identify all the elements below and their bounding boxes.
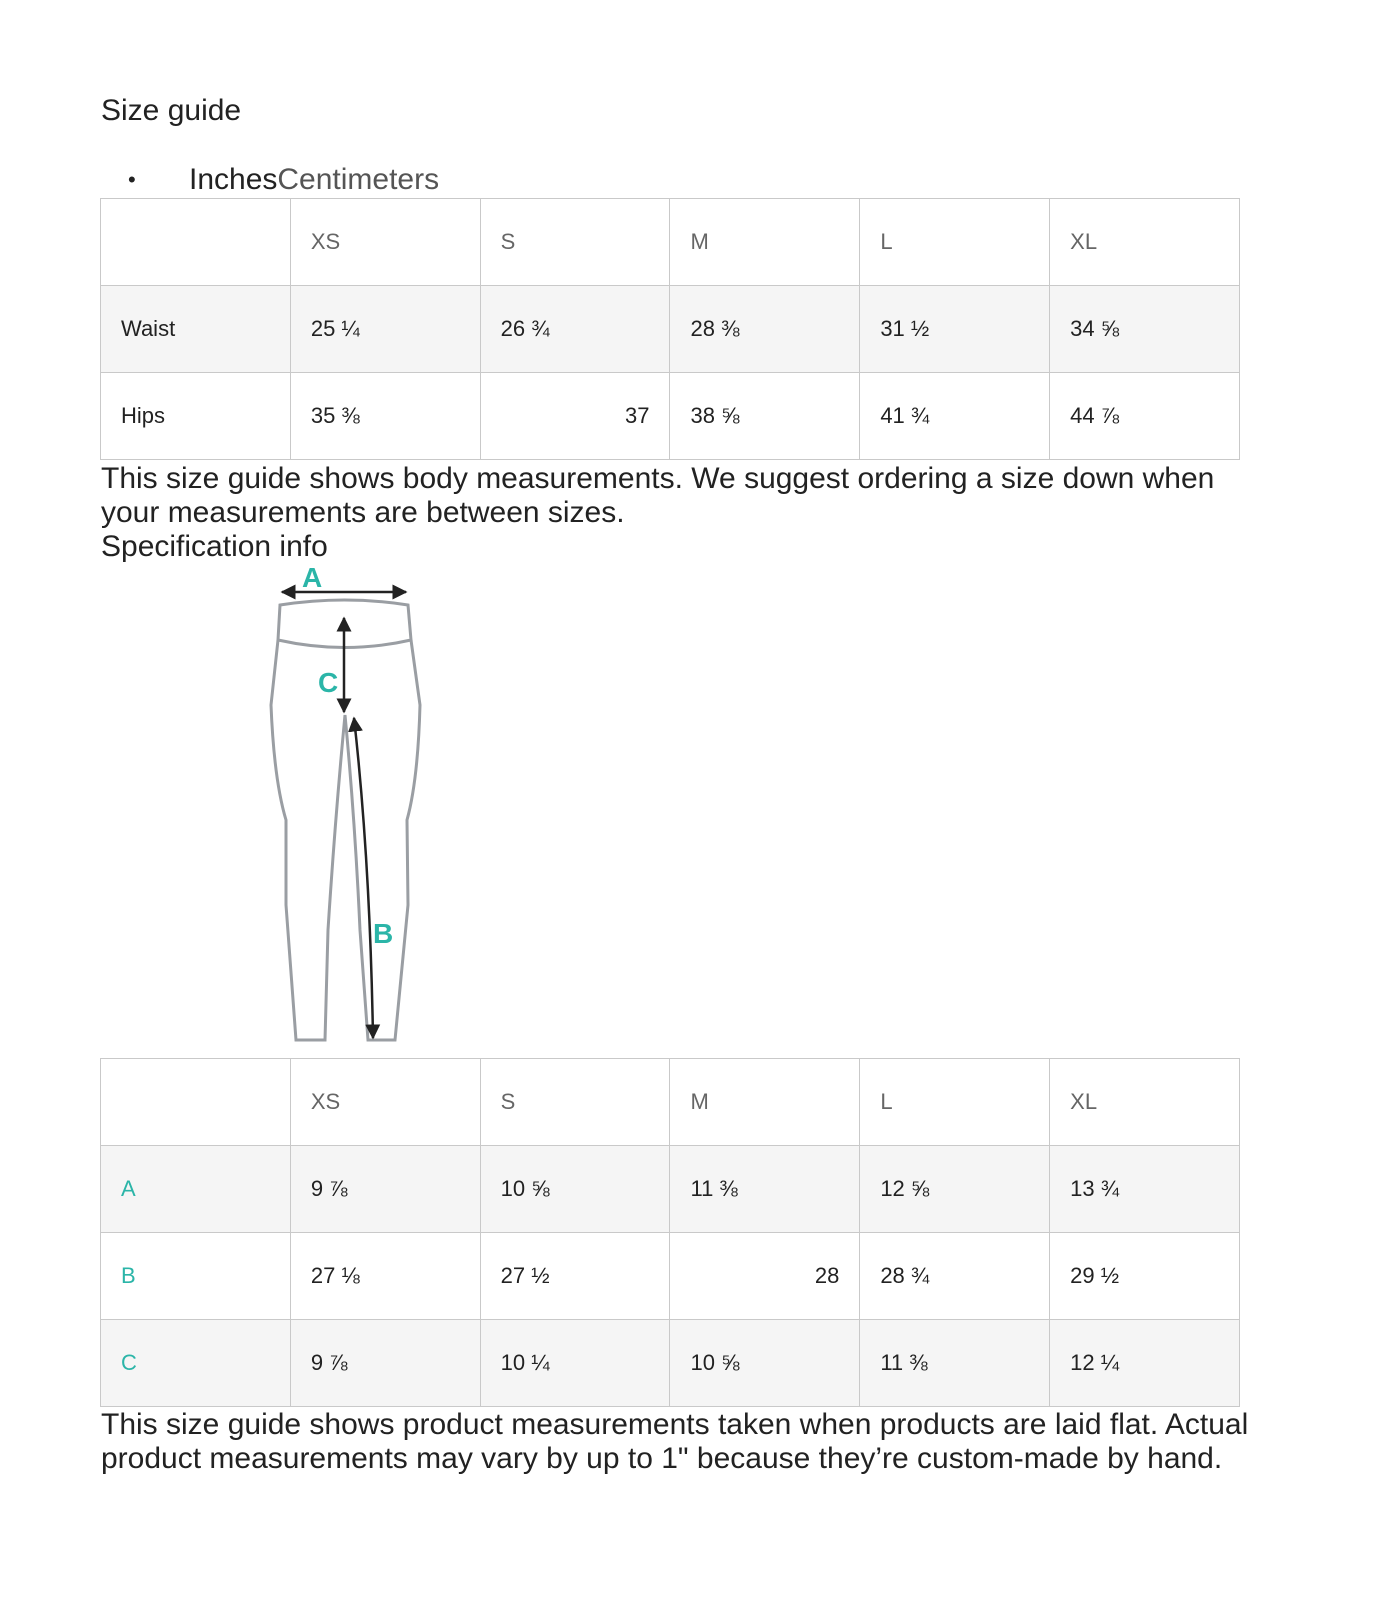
table-cell: 26 ¾ [480, 286, 670, 373]
header-cell-empty [101, 199, 291, 286]
table-cell: 31 ½ [860, 286, 1050, 373]
leggings-outline [271, 600, 420, 1040]
table-row-a [101, 1146, 1240, 1233]
row-label: B [101, 1233, 291, 1320]
unit-tabs [189, 162, 439, 198]
leggings-diagram-svg [260, 560, 440, 1050]
table-cell: 27 ½ [480, 1233, 670, 1320]
diagram-label-a: A [302, 562, 323, 593]
table-cell: 41 ¾ [860, 373, 1050, 460]
table-cell: 37 [480, 373, 670, 460]
header-cell-xs: XS [290, 1059, 480, 1146]
table-cell: 10 ⅝ [480, 1146, 670, 1233]
table-cell: 38 ⅝ [670, 373, 860, 460]
table-cell: 13 ¾ [1050, 1146, 1240, 1233]
diagram-label-c: C [318, 667, 339, 698]
table-cell: 12 ⅝ [860, 1146, 1050, 1233]
page-title: Size guide [101, 94, 242, 127]
table-row-waist [101, 286, 1240, 373]
product-measurements-table [100, 1058, 1240, 1407]
header-cell-s: S [480, 1059, 670, 1146]
table-cell: 28 [670, 1233, 860, 1320]
table-cell: 9 ⅞ [290, 1146, 480, 1233]
table-cell: 9 ⅞ [290, 1320, 480, 1407]
header-cell-xl: XL [1050, 1059, 1240, 1146]
body-measurements-note: This size guide shows body measurements. We suggest ordering a size down when your measurements are between sizes. [101, 462, 1215, 529]
tab-inches[interactable]: Inches [189, 163, 278, 196]
table-cell: 28 ⅜ [670, 286, 860, 373]
table-header-row [101, 199, 1240, 286]
table-cell: 11 ⅜ [670, 1146, 860, 1233]
header-cell-xl: XL [1050, 199, 1240, 286]
header-cell-s: S [480, 199, 670, 286]
table-row-b [101, 1233, 1240, 1320]
table-cell: 28 ¾ [860, 1233, 1050, 1320]
table-row-hips [101, 373, 1240, 460]
diagram-label-b: B [373, 918, 394, 949]
table-cell: 12 ¼ [1050, 1320, 1240, 1407]
bullet: • [128, 167, 136, 192]
table-cell: 29 ½ [1050, 1233, 1240, 1320]
table-cell: 34 ⅝ [1050, 286, 1240, 373]
table-row-c [101, 1320, 1240, 1407]
table-cell: 44 ⅞ [1050, 373, 1240, 460]
table-cell: 25 ¼ [290, 286, 480, 373]
table-cell: 27 ⅛ [290, 1233, 480, 1320]
header-cell-m: M [670, 1059, 860, 1146]
specification-title: Specification info [101, 530, 328, 563]
product-measurements-note: This size guide shows product measurements taken when products are laid flat. Actual product measurements may vary by up to 1" because they’re custom-made by hand. [101, 1408, 1249, 1475]
header-cell-xs: XS [290, 199, 480, 286]
header-cell-empty [101, 1059, 291, 1146]
header-cell-l: L [860, 1059, 1050, 1146]
row-label: A [101, 1146, 291, 1233]
leggings-diagram [260, 560, 440, 1050]
body-measurements-table [100, 198, 1240, 460]
table-header-row [101, 1059, 1240, 1146]
tab-centimeters[interactable]: Centimeters [277, 163, 440, 196]
unit-switcher [101, 162, 701, 198]
header-cell-m: M [670, 199, 860, 286]
row-label: Waist [101, 286, 291, 373]
table-cell: 10 ¼ [480, 1320, 670, 1407]
row-label: Hips [101, 373, 291, 460]
table-cell: 11 ⅜ [860, 1320, 1050, 1407]
table-cell: 35 ⅜ [290, 373, 480, 460]
header-cell-l: L [860, 199, 1050, 286]
table-cell: 10 ⅝ [670, 1320, 860, 1407]
row-label: C [101, 1320, 291, 1407]
